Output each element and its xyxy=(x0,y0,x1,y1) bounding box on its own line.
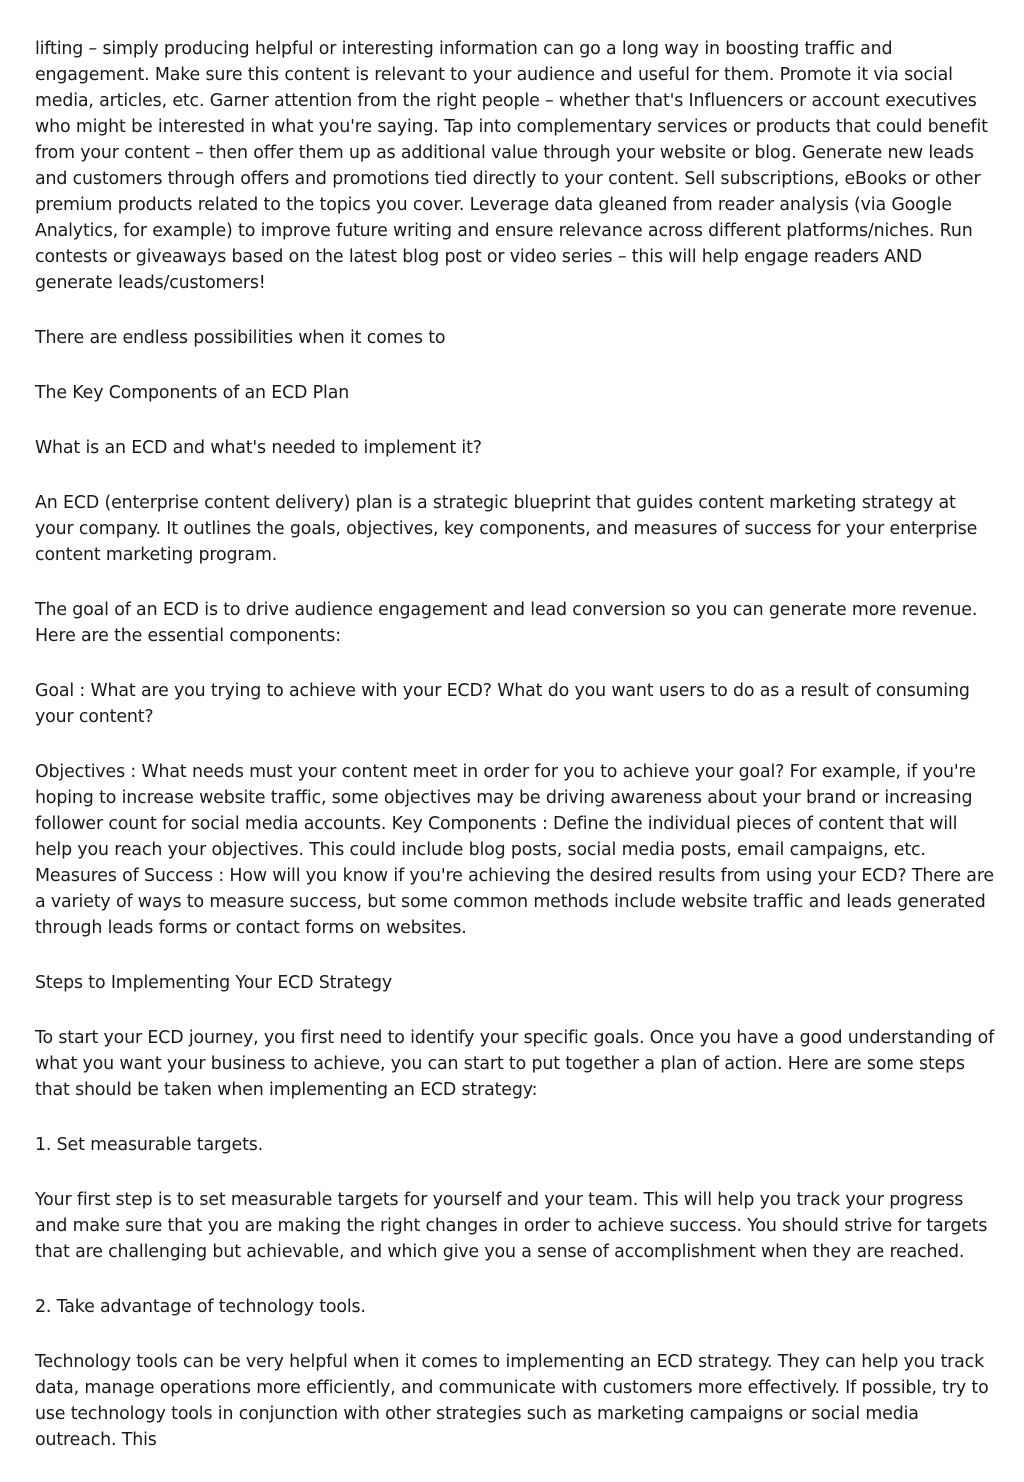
paragraph-ecd-goal: The goal of an ECD is to drive audience engagement and lead conversion so you can generate more revenue. Here are the essential components: xyxy=(35,600,978,646)
paragraph-ecd-definition: An ECD (enterprise content delivery) plan is a strategic blueprint that guides content marketing strategy at your company. It outlines the goals, objectives, key components, and measures of success for your enterprise content marketing program. xyxy=(35,493,978,565)
heading-key-components: The Key Components of an ECD Plan xyxy=(35,383,350,403)
paragraph-ecd-journey: To start your ECD journey, you first need to identify your specific goals. Once you have a good understanding of what you want your business to achieve, you can start to put together a plan of action. Here are some steps that should be taken when implementing an ECD strategy: xyxy=(35,1028,995,1100)
step-2-heading: 2. Take advantage of technology tools. xyxy=(35,1297,366,1317)
document-page xyxy=(35,36,995,1482)
heading-implementation-steps: Steps to Implementing Your ECD Strategy xyxy=(35,973,393,993)
paragraph-content-promotion: lifting – simply producing helpful or interesting information can go a long way in boosting traffic and engagement. Make sure this content is relevant to your audience and useful for them. Promote it via social media, articles, etc. Garner attention from the right people – whether that's Influencers or account executives who might be interested in what you're saying. Tap into complementary services or products that could benefit from your content – then offer them up as additional value through your website or blog. Generate new leads and customers through offers and promotions tied directly to your content. Sell subscriptions, eBooks or other premium products related to the topics you cover. Leverage data gleaned from reader analysis (via Google Analytics, for example) to improve future writing and ensure relevance across different platforms/niches. Run contests or giveaways based on the latest blog post or video series – this will help engage readers AND generate leads/customers! xyxy=(35,39,988,293)
paragraph-objectives-component: Objectives : What needs must your content meet in order for you to achieve your goal? For example, if you're hoping to increase website traffic, some objectives may be driving awareness about your brand or increasing follower count for social media accounts. Key Components : Define the individual pieces of content that will help you reach your objectives. This could include blog posts, social media posts, email campaigns, etc. Measures of Success : How will you know if you're achieving the desired results from using your ECD? There are a variety of ways to measure success, but some common methods include website traffic and leads generated through leads forms or contact forms on websites. xyxy=(35,762,994,938)
step-1-heading: 1. Set measurable targets. xyxy=(35,1135,264,1155)
paragraph-step-1: Your first step is to set measurable targets for yourself and your team. This will help you track your progress and make sure that you are making the right changes in order to achieve success. You should strive for targets that are challenging but achievable, and which give you a sense of accomplishment when they are reached. xyxy=(35,1190,988,1262)
subheading-what-is-ecd: What is an ECD and what's needed to implement it? xyxy=(35,438,482,458)
paragraph-endless-possibilities: There are endless possibilities when it comes to xyxy=(35,328,446,348)
paragraph-goal-component: Goal : What are you trying to achieve with your ECD? What do you want users to do as a result of consuming your content? xyxy=(35,681,970,727)
paragraph-step-2: Technology tools can be very helpful when it comes to implementing an ECD strategy. They can help you track data, manage operations more efficiently, and communicate with customers more effectively. If possible, try to use technology tools in conjunction with other strategies such as marketing campaigns or social media outreach. This xyxy=(35,1352,989,1450)
